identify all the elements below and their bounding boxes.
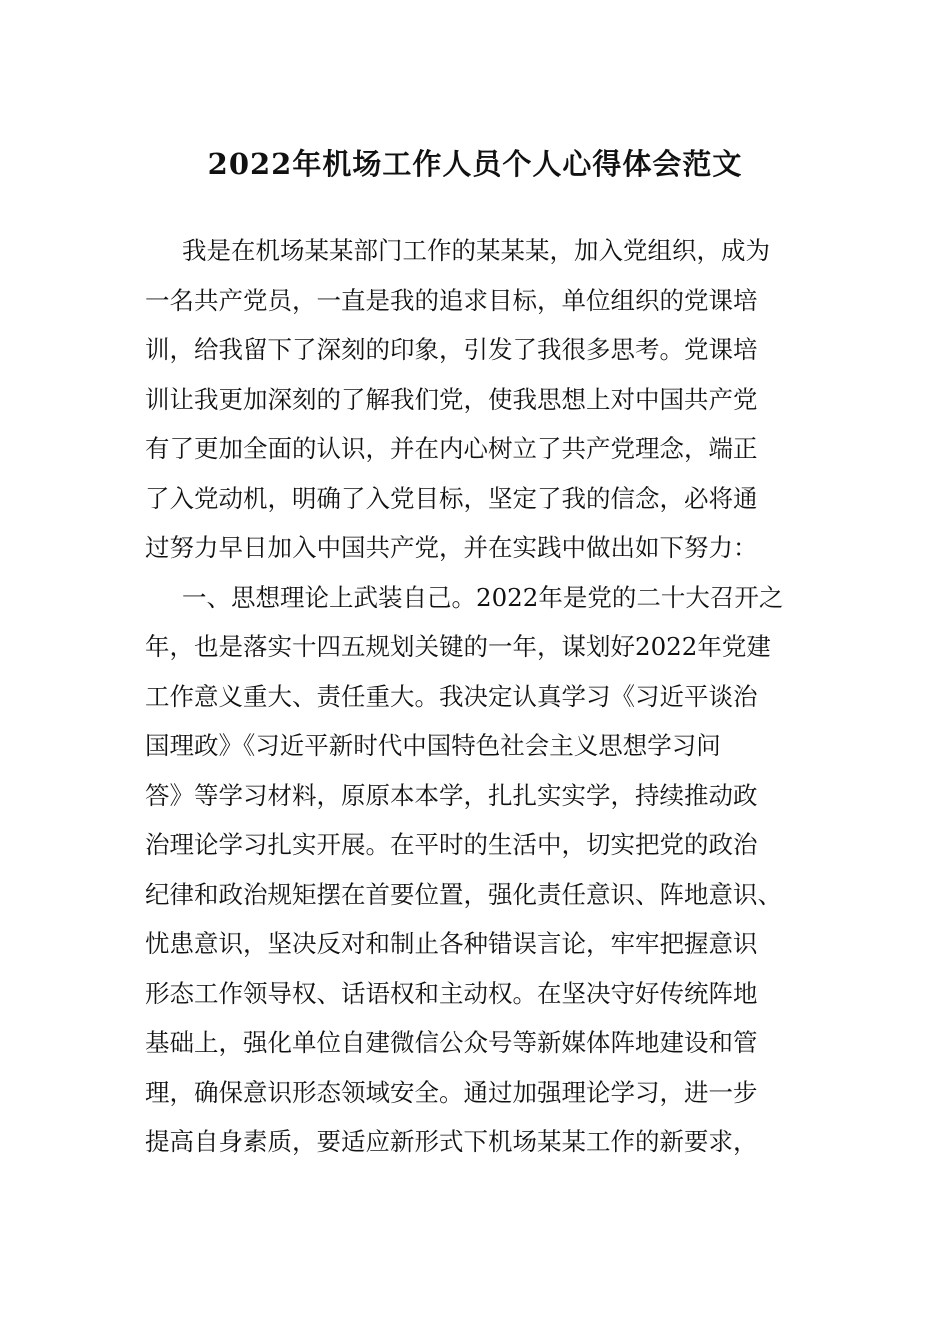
paragraph-line: 忧患意识，坚决反对和制止各种错误言论，牢牢把握意识 (145, 929, 758, 958)
paragraph-line: 一、思想理论上武装自己。2022年是党的二十大召开之 (182, 582, 784, 612)
paragraph-line: 纪律和政治规矩摆在首要位置，强化责任意识、阵地意识、 (145, 879, 782, 909)
document-body (145, 226, 805, 1167)
paragraph-line: 有了更加全面的认识，并在内心树立了共产党理念，端正 (145, 434, 758, 463)
document-title: 2022年机场工作人员个人心得体会范文 (207, 147, 743, 181)
paragraph-line: 形态工作领导权、话语权和主动权。在坚决守好传统阵地 (145, 978, 758, 1008)
paragraph-line: 提高自身素质，要适应新形式下机场某某工作的新要求， (145, 1127, 758, 1156)
paragraph-line: 过努力早日加入中国共产党，并在实践中做出如下努力： (145, 533, 758, 562)
paragraph-line: 训让我更加深刻的了解我们党，使我思想上对中国共产党 (145, 384, 758, 414)
paragraph-line: 基础上，强化单位自建微信公众号等新媒体阵地建设和管 (145, 1028, 758, 1057)
paragraph-line: 我是在机场某某部门工作的某某某，加入党组织，成为 (182, 236, 770, 265)
paragraph-line: 治理论学习扎实开展。在平时的生活中，切实把党的政治 (145, 830, 758, 859)
paragraph-line: 理，确保意识形态领域安全。通过加强理论学习，进一步 (145, 1077, 758, 1107)
paragraph-line: 答》等学习材料，原原本本学，扎扎实实学，持续推动政 (145, 780, 758, 810)
paragraph-line: 一名共产党员，一直是我的追求目标，单位组织的党课培 (145, 285, 758, 315)
paragraph-line: 工作意义重大、责任重大。我决定认真学习《习近平谈治 (145, 681, 758, 711)
paragraph-line: 国理政》《习近平新时代中国特色社会主义思想学习问 (145, 731, 721, 760)
paragraph-line: 年，也是落实十四五规划关键的一年，谋划好2022年党建 (145, 632, 771, 661)
paragraph-line: 训，给我留下了深刻的印象，引发了我很多思考。党课培 (145, 335, 758, 364)
paragraph-line: 了入党动机，明确了入党目标，坚定了我的信念，必将通 (145, 483, 758, 513)
